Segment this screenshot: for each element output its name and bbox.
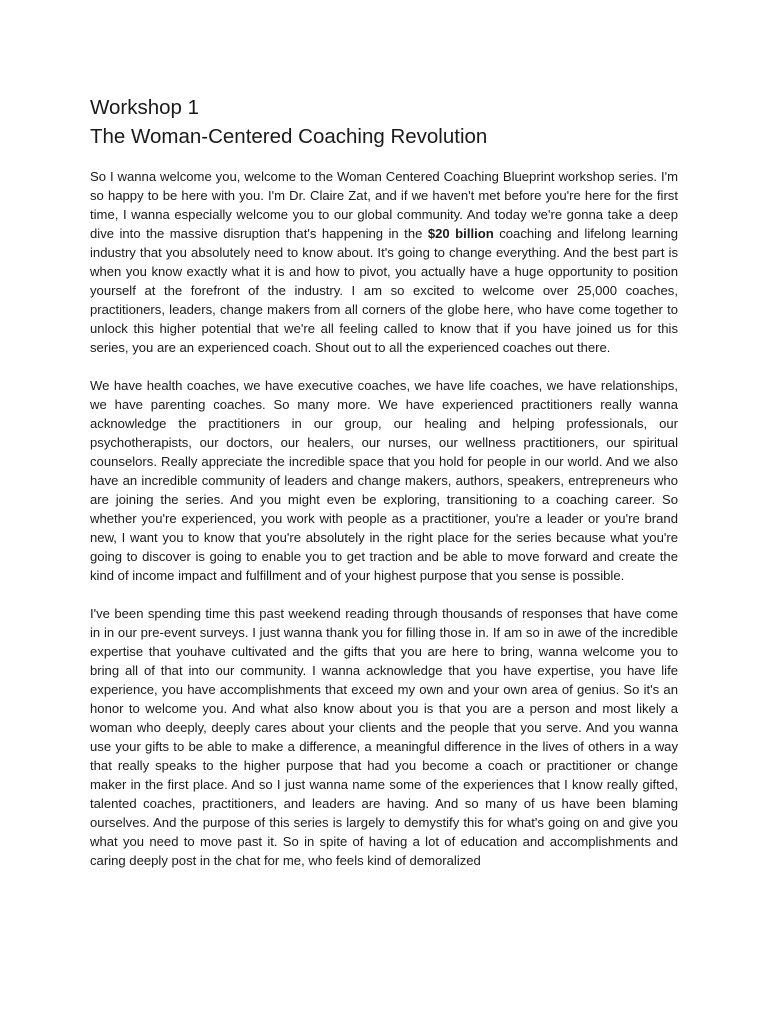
paragraph-1-text-end: coaching and lifelong learning industry that you absolutely need to know about. It's going to change everything. And the best part is when you know exactly what it is and how to pivot, you actually have a huge opportunity to position yourself at the forefront of the industry. I am so excited to welcome over 25,000 coaches, practitioners, leaders, change makers from all corners of the globe here, who have come together to unlock this higher potential that we're all feeling called to know that if you have joined us for this series, you are an experienced coach. Shout out to all the experienced coaches out there. — [90, 226, 678, 355]
paragraph-2: We have health coaches, we have executive coaches, we have life coaches, we have relationships, we have parenting coaches. So many more. We have experienced practitioners really wanna acknowledge the practitioners in our group, our healing and helping professionals, our psychotherapists, our doctors, our healers, our nurses, our wellness practitioners, our spiritual counselors. Really appreciate the incredible space that you hold for people in our world. And we also have an incredible community of leaders and change makers, authors, speakers, entrepreneurs who are joining the series. And you might even be exploring, transitioning to a coaching career. So whether you're experienced, you work with people as a practitioner, you're a leader or you're brand new, I want you to know that you're absolutely in the right place for the series because what you're going to discover is going to enable you to get traction and be able to move forward and create the kind of income impact and fulfillment and of your highest purpose that you sense is possible. — [90, 378, 678, 583]
document-title: The Woman-Centered Coaching Revolution — [90, 125, 488, 148]
workshop-label: Workshop 1 — [90, 96, 200, 119]
paragraph-1-bold-figure: $20 billion — [427, 226, 494, 241]
document-page — [90, 93, 678, 889]
paragraph-3: I've been spending time this past weekend reading through thousands of responses that have come in in our pre-event surveys. I just wanna thank you for filling those in. If am so in awe of the incredible expertise that youhave cultivated and the gifts that you are here to bring, wanna welcome you to bring all of that into our community. I wanna acknowledge that you have expertise, you have life experience, you have accomplishments that exceed my own and your own area of genius. So it's an honor to welcome you. And what also know about you is that you are a person and most likely a woman who deeply, deeply cares about your clients and the people that you serve. And you wanna use your gifts to be able to make a difference, a meaningful difference in the lives of others in a way that really speaks to the higher purpose that had you become a coach or practitioner or change maker in the first place. And so I just wanna name some of the experiences that I know really gifted, talented coaches, practitioners, and leaders are having. And so many of us have been blaming ourselves. And the purpose of this series is largely to demystify this for what's going on and give you what you need to move past it. So in spite of having a lot of education and accomplishments and caring deeply post in the chat for me, who feels kind of demoralized — [90, 606, 678, 868]
document-heading — [90, 93, 678, 151]
paragraph-1 — [90, 167, 678, 357]
paragraph-1-text-start: So I wanna welcome you, welcome to the Woman Centered Coaching Blueprint workshop series. I'm so happy to be here with you. I'm Dr. Claire Zat, and if we haven't met before you're here for the first time, I wanna especially welcome you to our global community. And today we're gonna take a deep dive into the massive disruption that's happening in the — [90, 169, 678, 241]
